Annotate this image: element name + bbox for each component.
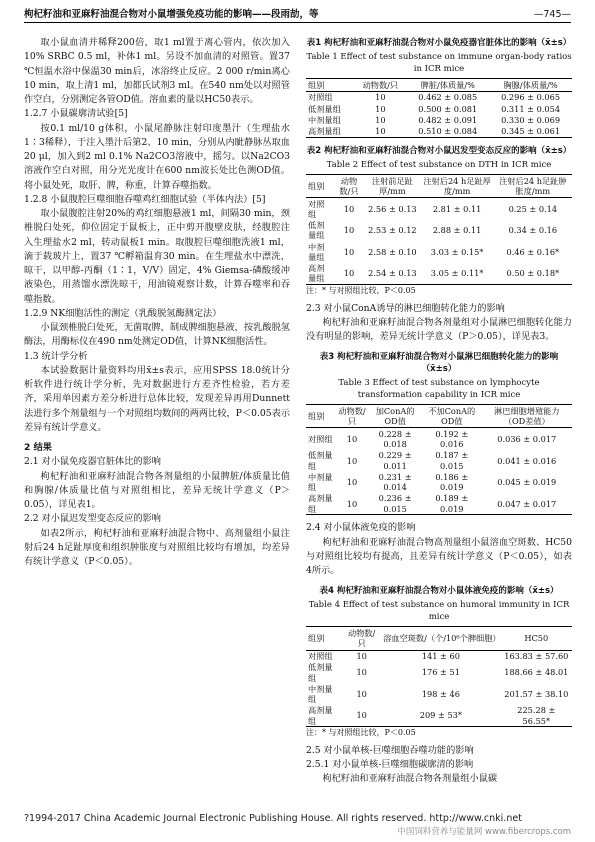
section-heading: 2.1 对小鼠免疫器官脏体比的影响 bbox=[24, 456, 161, 468]
cell: 0.228 ± 0.018 bbox=[378, 428, 412, 450]
cell: 10 bbox=[375, 103, 386, 114]
cell: 对照组 bbox=[308, 651, 333, 662]
cell: 中剂量组 bbox=[308, 683, 333, 705]
cell: 0.187 ± 0.015 bbox=[435, 450, 469, 471]
column-header: 组别 bbox=[306, 174, 334, 198]
right-column bbox=[306, 36, 572, 786]
cell: 225.28 ± 56.55* bbox=[501, 705, 572, 727]
cell: 209 ± 53* bbox=[381, 705, 501, 727]
cell: 0.047 ± 0.017 bbox=[482, 493, 572, 515]
column-header: HC50 bbox=[501, 627, 572, 651]
table-row bbox=[306, 198, 572, 220]
cell: 10 bbox=[346, 477, 358, 488]
cell: 高剂量组 bbox=[306, 126, 354, 138]
table-row bbox=[306, 493, 572, 515]
cell: 高剂量组 bbox=[306, 493, 336, 515]
table-dth bbox=[306, 174, 572, 286]
cell: 中剂量组 bbox=[308, 114, 341, 125]
section-heading: 1.2.8 小鼠腹腔巨噬细胞吞噬鸡红细胞试验（半体内法）[5] bbox=[24, 193, 266, 205]
column-header: 组别 bbox=[306, 627, 342, 651]
cell: 低剂量组 bbox=[308, 450, 333, 471]
table-row bbox=[306, 91, 572, 103]
paragraph: 枸杞籽油和亚麻籽油混合物高剂量组小鼠溶血空斑数、HC50与对照组比较均有提高，且差异有统计学意义（P＜0.05），如表4所示。 bbox=[306, 536, 572, 577]
cell: 0.25 ± 0.14 bbox=[508, 203, 558, 214]
table-caption-en: Table 3 Effect of test substance on lymphocyte transformation capability in ICR mice bbox=[338, 378, 540, 401]
cell: 0.46 ± 0.16* bbox=[506, 246, 560, 257]
section-heading: 2.5 对小鼠单核-巨噬细胞吞噬功能的影响 bbox=[306, 744, 474, 756]
section-heading: 2.4 对小鼠体液免疫的影响 bbox=[306, 522, 416, 534]
cell: 0.482 ± 0.091 bbox=[418, 114, 478, 125]
copyright-line: ?1994-2017 China Academic Journal Electronic Publishing House. All rights reserved. http://www.cnki.net bbox=[24, 813, 522, 824]
cell: 163.83 ± 57.60 bbox=[504, 651, 569, 662]
table-caption-cn: 表1 枸杞籽油和亚麻籽油混合物对小鼠免疫器官脏体比的影响（x̄±s） bbox=[306, 38, 572, 48]
cell: 188.66 ± 48.01 bbox=[504, 667, 569, 678]
cell: 0.229 ± 0.011 bbox=[378, 450, 412, 471]
paragraph: 取小鼠腹腔注射20%的鸡红细胞悬液1 ml，间隔30 min，颈椎脱臼处死，仰位固定于鼠板上，正中剪开腹壁皮肤，经腹腔注入生理盐水2 ml，转动鼠板1 min。取腹腔巨噬细胞洗液1 ml，滴于载玻片上，置37 ℃孵箱温育30 min。在生理盐水中漂洗，晾干，以甲醇-丙酮（1∶1，V/V）固定，4% Giemsa-磷酸缓冲液染色，用蒸馏水漂洗晾干，用油镜观察计数，计算吞噬率和吞噬指数。 bbox=[24, 208, 290, 305]
cell: 0.296 ± 0.065 bbox=[501, 92, 561, 103]
cell: 141 ± 60 bbox=[421, 651, 460, 662]
cell: 0.510 ± 0.084 bbox=[406, 126, 489, 138]
table-row bbox=[306, 220, 572, 242]
table-row bbox=[306, 450, 572, 472]
cell: 高剂量组 bbox=[306, 263, 334, 285]
cell: 0.236 ± 0.015 bbox=[368, 493, 422, 515]
column-header: 不加ConA的OD值 bbox=[422, 404, 482, 428]
cell: 10 bbox=[334, 263, 364, 285]
watermark-text: 中国饲料营养与能量网 www.fibercrops.com bbox=[397, 827, 571, 837]
cell: 低剂量组 bbox=[308, 103, 341, 114]
cell: 3.05 ± 0.11* bbox=[421, 263, 494, 285]
cell: 0.036 ± 0.017 bbox=[497, 434, 557, 445]
cell: 10 bbox=[336, 493, 369, 515]
cell: 10 bbox=[356, 651, 367, 662]
paragraph: 按0.1 ml/10 g体积，小鼠尾静脉注射印度墨汁（生理盐水1∶3稀释），于注入墨汁后第2、10 min，分别从内眦静脉丛取血20 μl，加入到2 ml 0.1% Na2CO3溶液中，摇匀。以Na2CO3溶液作空白对照，用分光光度计在600 nm波长处比色测OD值。将小鼠处死，取肝、脾，称重，计算吞噬指数。 bbox=[24, 122, 290, 191]
running-header bbox=[24, 8, 571, 23]
cell: 0.186 ± 0.019 bbox=[435, 471, 469, 493]
cell: 0.50 ± 0.18* bbox=[494, 263, 572, 285]
table-note: 注：* 与对照组比较，P＜0.05 bbox=[306, 286, 416, 296]
cell: 10 bbox=[354, 126, 406, 138]
column-header: 动物数/只 bbox=[342, 627, 381, 651]
paragraph: 如表2所示，枸杞籽油和亚麻籽油混合物中、高剂量组小鼠注射后24 h足趾厚度和组织肿胀度与对照组比较均有增加，均差异有统计学意义（P＜0.05）。 bbox=[24, 527, 290, 567]
table-note: 注：* 与对照组比较，P＜0.05 bbox=[306, 728, 416, 738]
cell: 10 bbox=[356, 688, 367, 699]
cell: 176 ± 51 bbox=[421, 667, 460, 678]
cell: 0.045 ± 0.019 bbox=[497, 477, 557, 488]
cell: 10 bbox=[375, 114, 386, 125]
cell: 10 bbox=[375, 92, 386, 103]
table-caption-en: Table 1 Effect of test substance on immune organ-body ratios in ICR mice bbox=[306, 51, 572, 74]
table-humoral bbox=[306, 626, 572, 727]
paragraph: 取小鼠血清并稀释200倍，取1 ml置于离心管内，依次加入10% SRBC 0.5 ml，补体1 ml。另设不加血清的对照管。置37 ℃恒温水浴中保温30 min后，冰浴终止反应。2 000 r/min离心10 min，取上清1 ml，加都氏试剂3 ml。在540 nm处以对照管作空白，分别测定各管OD值。溶血素的量以HC50表示。 bbox=[24, 37, 290, 105]
page-number: —745— bbox=[533, 9, 571, 20]
section-heading: 2.2 对小鼠迟发型变态反应的影响 bbox=[24, 513, 161, 525]
cell: 0.345 ± 0.061 bbox=[489, 126, 572, 138]
cell: 198 ± 46 bbox=[421, 688, 460, 699]
cell: 2.56 ± 0.13 bbox=[368, 203, 417, 214]
column-header: 动物数/只 bbox=[354, 78, 406, 91]
cell: 对照组 bbox=[308, 92, 333, 103]
column-header: 淋巴细胞增殖能力（OD差值） bbox=[482, 404, 572, 428]
cell: 0.34 ± 0.16 bbox=[508, 225, 558, 236]
cell: 10 bbox=[356, 667, 367, 678]
cell: 0.311 ± 0.054 bbox=[501, 103, 561, 114]
paragraph: 小鼠颈椎脱臼处死，无菌取脾，制成脾细胞悬液，按乳酸脱氢酶法，用酶标仪在490 nm处测定OD值，计算NK细胞活性。 bbox=[24, 322, 290, 348]
table-caption-en: Table 2 Effect of test substance on DTH in ICR mice bbox=[326, 159, 552, 170]
cell: 201.57 ± 38.10 bbox=[504, 688, 569, 699]
column-header: 加ConA的OD值 bbox=[368, 404, 422, 428]
column-header: 动物数/只 bbox=[334, 174, 364, 198]
section-heading: 1.3 统计学分析 bbox=[24, 350, 88, 362]
cell: 10 bbox=[343, 203, 355, 214]
paragraph: 枸杞籽油和亚麻籽油混合物各剂量组的小鼠脾脏/体质量比值和胸腺/体质量比值与对照组相比，差异无统计学意义（P＞0.05），详见表1。 bbox=[24, 470, 290, 510]
cell: 0.192 ± 0.016 bbox=[435, 428, 469, 450]
paragraph: 枸杞籽油和亚麻籽油混合物各剂量组小鼠碳 bbox=[322, 773, 498, 785]
table-row bbox=[306, 662, 572, 684]
column-header: 脾脏/体质量/% bbox=[406, 78, 489, 91]
column-header: 胸腺/体质量/% bbox=[489, 78, 572, 91]
section-heading: 1.2.9 NK细胞活性的测定（乳酸脱氢酶测定法） bbox=[24, 307, 222, 319]
cell: 低剂量组 bbox=[308, 220, 325, 241]
header-title: 枸杞籽油和亚麻籽油混合物对小鼠增强免疫功能的影响——段雨劼，等 bbox=[24, 9, 319, 20]
table-caption-en: Table 4 Effect of test substance on humoral immunity in ICR mice bbox=[308, 600, 570, 623]
column-header: 注射后24 h足趾厚度/mm bbox=[421, 174, 494, 198]
cell: 10 bbox=[346, 455, 358, 466]
table-row bbox=[306, 650, 572, 662]
section-heading: 2.5.1 对小鼠单核-巨噬细胞碳廓清的影响 bbox=[306, 758, 474, 770]
column-header: 注射前足趾厚/mm bbox=[364, 174, 420, 198]
cell: 0.500 ± 0.081 bbox=[418, 103, 478, 114]
section-heading: 1.2.7 小鼠碳廓清试验[5] bbox=[24, 108, 128, 120]
section-heading: 2.3 对小鼠ConA诱导的淋巴细胞转化能力的影响 bbox=[306, 302, 505, 314]
column-header: 动物数/只 bbox=[336, 404, 369, 428]
cell: 中剂量组 bbox=[308, 471, 333, 493]
table-caption-cn: 表4 枸杞籽油和亚麻籽油混合物对小鼠体液免疫的影响（x̄±s） bbox=[319, 586, 559, 597]
table-lymphocyte bbox=[306, 404, 572, 516]
cell: 0.231 ± 0.014 bbox=[378, 471, 412, 493]
table-row bbox=[306, 126, 572, 138]
cell: 高剂量组 bbox=[306, 705, 342, 727]
cell: 10 bbox=[343, 246, 355, 257]
table-row bbox=[306, 471, 572, 493]
column-header: 注射后24 h足趾肿胀度/mm bbox=[494, 174, 572, 198]
table-row bbox=[306, 705, 572, 727]
column-header: 组别 bbox=[306, 404, 336, 428]
cell: 0.041 ± 0.016 bbox=[497, 455, 557, 466]
table-row bbox=[306, 103, 572, 114]
table-row bbox=[306, 241, 572, 263]
cell: 0.189 ± 0.019 bbox=[422, 493, 482, 515]
left-column bbox=[24, 36, 290, 569]
cell: 0.462 ± 0.085 bbox=[418, 92, 478, 103]
cell: 3.03 ± 0.15* bbox=[430, 246, 484, 257]
table-row bbox=[306, 683, 572, 705]
table-row bbox=[306, 428, 572, 450]
cell: 0.330 ± 0.069 bbox=[501, 114, 561, 125]
cell: 10 bbox=[342, 705, 381, 727]
cell: 10 bbox=[343, 225, 355, 236]
paragraph: 本试验数据计量资料均用x̄±s表示，应用SPSS 18.0统计分析软件进行统计学分析，先对数据进行方差齐性检验，若方差齐，采用单因素方差分析进行总体比较，发现差异再用Dunnett法进行多个剂量组与一个对照组均数间的两两比较，P＜0.05表示差异有统计学意义。 bbox=[24, 364, 290, 433]
cell: 低剂量组 bbox=[308, 662, 333, 683]
section-heading-results: 2 结果 bbox=[24, 442, 52, 453]
cell: 中剂量组 bbox=[308, 241, 325, 262]
cell: 2.58 ± 0.10 bbox=[368, 246, 417, 257]
table-row bbox=[306, 263, 572, 285]
table-caption-cn: 表2 枸杞籽油和亚麻籽油混合物对小鼠迟发型变态反应的影响（x̄±s） bbox=[306, 145, 572, 156]
table-caption-cn: 表3 枸杞籽油和亚麻籽油混合物对小鼠淋巴细胞转化能力的影响（x̄±s） bbox=[319, 352, 559, 375]
paragraph: 枸杞籽油和亚麻籽油混合物各剂量组对小鼠淋巴细胞转化能力没有明显的影响，差异无统计学意义（P＞0.05），详见表3。 bbox=[306, 316, 572, 343]
cell: 2.54 ± 0.13 bbox=[364, 263, 420, 285]
cell: 2.81 ± 0.11 bbox=[432, 203, 482, 214]
cell: 2.53 ± 0.12 bbox=[368, 225, 417, 236]
column-header: 组别 bbox=[306, 78, 354, 91]
cell: 10 bbox=[346, 434, 358, 445]
cell: 对照组 bbox=[308, 198, 325, 219]
cell: 2.88 ± 0.11 bbox=[432, 225, 482, 236]
table-row bbox=[306, 114, 572, 125]
cell: 对照组 bbox=[308, 434, 333, 445]
column-header: 溶血空斑数/（个/10⁶个脾细胞） bbox=[381, 627, 501, 651]
table-organ-ratio bbox=[306, 78, 572, 138]
